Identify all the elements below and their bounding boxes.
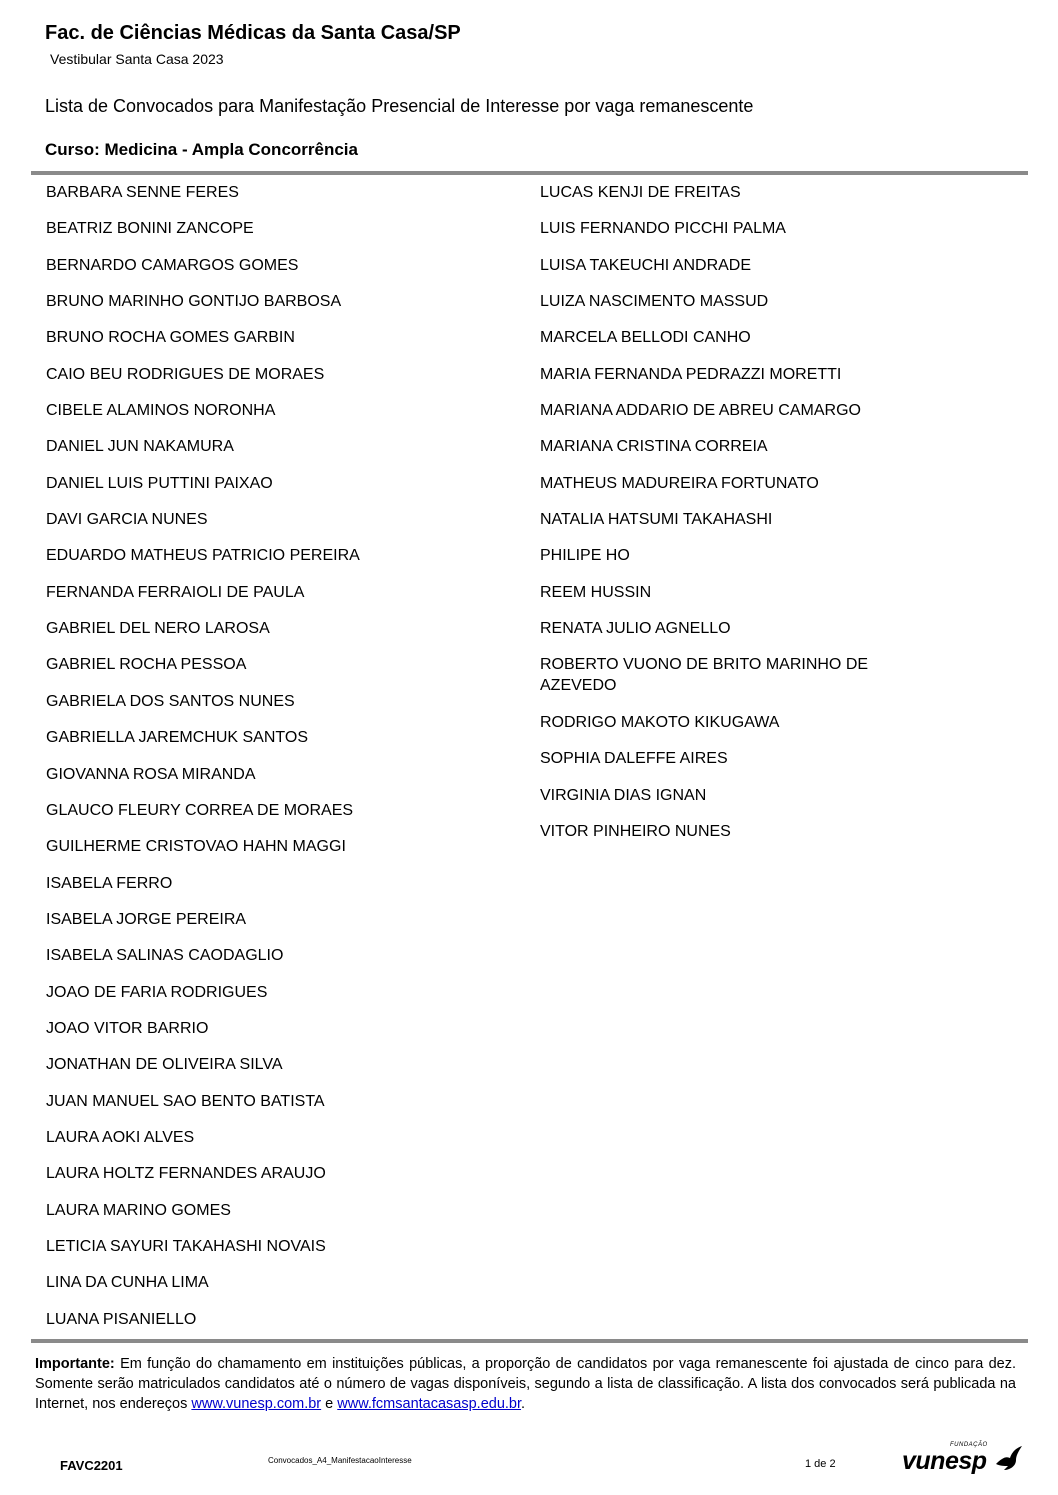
- bird-icon: [994, 1444, 1024, 1474]
- name-list-item: GUILHERME CRISTOVAO HAHN MAGGI: [46, 838, 346, 856]
- note-end: .: [521, 1396, 526, 1412]
- name-list-item: LAURA MARINO GOMES: [46, 1201, 231, 1219]
- note-text: Em função do chamamento em instituições públicas, a proporção de candidatos por vaga remanescente foi ajustada de cinco para dez. Somente serão matriculados candidatos até o número de vagas disponíveis, segundo a lista de classificação. A lista dos convocados será publicada na Internet, nos endereços: [35, 1356, 1016, 1412]
- bottom-divider: [31, 1339, 1028, 1343]
- name-list-item: JOAO VITOR BARRIO: [46, 1019, 209, 1037]
- note-connector: e: [321, 1396, 338, 1412]
- name-list-item: GLAUCO FLEURY CORREA DE MORAES: [46, 801, 354, 819]
- name-list-item: LUIZA NASCIMENTO MASSUD: [540, 293, 769, 311]
- logo-wordmark: vunesp: [902, 1447, 987, 1475]
- name-list-item: ISABELA JORGE PEREIRA: [46, 910, 247, 928]
- name-list-item: GABRIELLA JAREMCHUK SANTOS: [46, 729, 308, 747]
- name-list-item: BERNARDO CAMARGOS GOMES: [46, 256, 299, 274]
- name-list-item: VITOR PINHEIRO NUNES: [540, 822, 731, 840]
- name-list-item: GIOVANNA ROSA MIRANDA: [46, 765, 256, 783]
- name-list-item: MATHEUS MADUREIRA FORTUNATO: [540, 474, 819, 492]
- name-list-item: MARIANA CRISTINA CORREIA: [540, 438, 768, 456]
- name-list-item: RODRIGO MAKOTO KIKUGAWA: [540, 713, 780, 731]
- name-list-item: JUAN MANUEL SAO BENTO BATISTA: [46, 1092, 325, 1110]
- name-list-item: JOAO DE FARIA RODRIGUES: [46, 983, 268, 1001]
- name-list-item: DAVI GARCIA NUNES: [46, 511, 208, 529]
- name-list-item: GABRIELA DOS SANTOS NUNES: [46, 692, 295, 710]
- name-list-item: ROBERTO VUONO DE BRITO MARINHO DE AZEVEDO: [540, 656, 869, 695]
- name-list-item: CAIO BEU RODRIGUES DE MORAES: [46, 365, 325, 383]
- name-list-item: REEM HUSSIN: [540, 583, 652, 601]
- name-list-item: BEATRIZ BONINI ZANCOPE: [46, 220, 254, 238]
- name-list-item: NATALIA HATSUMI TAKAHASHI: [540, 511, 773, 529]
- name-list-item: BRUNO MARINHO GONTIJO BARBOSA: [46, 293, 342, 311]
- name-list-item: LUIS FERNANDO PICCHI PALMA: [540, 220, 786, 238]
- exam-subtitle: Vestibular Santa Casa 2023: [50, 51, 224, 67]
- name-list-item: LUISA TAKEUCHI ANDRADE: [540, 256, 752, 274]
- names-column-left: [46, 182, 516, 1345]
- name-list-item: GABRIEL DEL NERO LAROSA: [46, 620, 270, 638]
- name-list-item: DANIEL JUN NAKAMURA: [46, 438, 234, 456]
- logo-foundation-text: FUNDAÇÃO: [950, 1442, 988, 1448]
- name-list-item: MARIA FERNANDA PEDRAZZI MORETTI: [540, 365, 842, 383]
- list-title: Lista de Convocados para Manifestação Presencial de Interesse por vaga remanescente: [45, 96, 754, 116]
- name-list-item: JONATHAN DE OLIVEIRA SILVA: [46, 1056, 283, 1074]
- name-list-item: SOPHIA DALEFFE AIRES: [540, 750, 728, 768]
- name-list-item: PHILIPE HO: [540, 547, 630, 565]
- name-list-item: GABRIEL ROCHA PESSOA: [46, 656, 247, 674]
- name-list-item: MARIANA ADDARIO DE ABREU CAMARGO: [540, 402, 861, 420]
- name-list-item: FERNANDA FERRAIOLI DE PAULA: [46, 583, 305, 601]
- important-note: [35, 1354, 1016, 1414]
- name-list-item: RENATA JULIO AGNELLO: [540, 620, 731, 638]
- note-label: Importante:: [35, 1356, 115, 1372]
- institution-title: Fac. de Ciências Médicas da Santa Casa/SP: [45, 22, 461, 44]
- vunesp-link[interactable]: www.vunesp.com.br: [191, 1396, 322, 1412]
- name-list-item: LAURA HOLTZ FERNANDES ARAUJO: [46, 1165, 326, 1183]
- name-list-item: LAURA AOKI ALVES: [46, 1128, 195, 1146]
- name-list-item: LUANA PISANIELLO: [46, 1310, 197, 1328]
- file-name: Convocados_A4_ManifestacaoInteresse: [268, 1456, 412, 1465]
- name-list-item: DANIEL LUIS PUTTINI PAIXAO: [46, 474, 273, 492]
- fcmsantacasa-link[interactable]: www.fcmsantacasasp.edu.br: [337, 1396, 522, 1412]
- name-list-item: LETICIA SAYURI TAKAHASHI NOVAIS: [46, 1237, 326, 1255]
- name-list-item: ISABELA SALINAS CAODAGLIO: [46, 947, 284, 965]
- name-list-item: ISABELA FERRO: [46, 874, 173, 892]
- name-list-item: MARCELA BELLODI CANHO: [540, 329, 751, 347]
- names-column-right: [540, 182, 900, 857]
- name-list-item: BARBARA SENNE FERES: [46, 184, 239, 201]
- name-list-item: CIBELE ALAMINOS NORONHA: [46, 402, 276, 420]
- name-list-item: LUCAS KENJI DE FREITAS: [540, 184, 741, 201]
- course-title: Curso: Medicina - Ampla Concorrência: [45, 140, 358, 159]
- vunesp-logo: [898, 1442, 1026, 1478]
- name-list-item: EDUARDO MATHEUS PATRICIO PEREIRA: [46, 547, 360, 565]
- name-list-item: BRUNO ROCHA GOMES GARBIN: [46, 329, 295, 347]
- document-code: FAVC2201: [60, 1458, 123, 1473]
- page-number: 1 de 2: [805, 1458, 836, 1470]
- top-divider: [31, 171, 1028, 175]
- name-list-item: LINA DA CUNHA LIMA: [46, 1274, 209, 1292]
- name-list-item: VIRGINIA DIAS IGNAN: [540, 786, 707, 804]
